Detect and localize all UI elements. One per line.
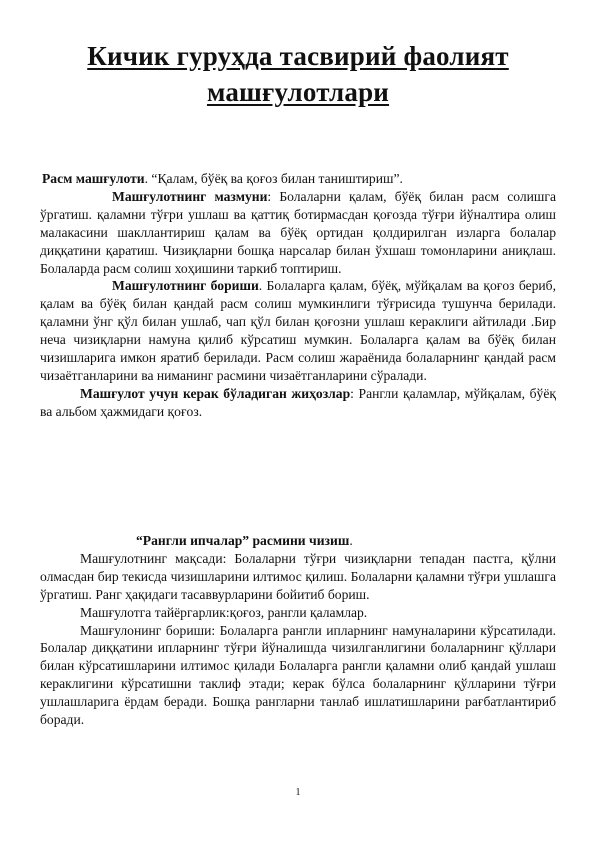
- section-colored-threads: [40, 532, 556, 729]
- lesson-materials-text: : Рангли қаламлар, мўйқалам, бўёқ ва альбом ҳажмидаги қоғоз.: [40, 385, 556, 419]
- lesson-process-label: Машғулотнинг бориши: [112, 278, 259, 294]
- lesson-materials-paragraph: [40, 385, 556, 421]
- lesson-process-paragraph: [40, 277, 556, 384]
- threads-heading-end: .: [349, 533, 353, 548]
- threads-heading: [40, 532, 556, 550]
- threads-purpose-paragraph: Машғулотнинг мақсади: Болаларни тўғри чизиқларни тепадан пастга, қўлни олмасдан бир текисда чизишларини илтимос қилиш. Болаларни қаламни тўғри ушлашга ўргатиш. Ранг ҳақидаги тасаввурларини бойитиб бориш.: [40, 550, 556, 602]
- lesson-content-text: : Болаларни қалам, бўёқ билан расм солишга ўргатиш. қаламни тўғри ушлаш ва қаттиқ ботирмасдан қоғозда тўғри йўналтира олиш малакасини шакллантириш қалам ва бўёқ ортидан қолдирилган изларга болалар диққатини қаратиш. Чизиқларни бошқа нарсалар билан ўхшаш томонларини аниқлаш. Болаларда расм солиш хоҳишини таркиб топтириш.: [40, 188, 556, 276]
- page-number: 1: [295, 787, 301, 798]
- lesson-topic-text: . “Қалам, бўёқ ва қоғоз билан таништириш”.: [144, 171, 403, 186]
- threads-heading-text: “Рангли ипчалар” расмини чизиш: [136, 533, 350, 548]
- lesson-content-label: Машғулотнинг мазмуни: [112, 188, 268, 204]
- lesson-process-text: . Болаларга қалам, бўёқ, мўйқалам ва қоғоз бериб, қалам ва бўёқ билан қандай расм солиш мумкинлиги тўғрисида тушунча берилади. қаламни ўнг қўл билан ушлаб, чап қўл билан қоғозни ушлаш кераклиги айтилади .Бир неча чизиқларни намуна қилиб кўрсатиш мумкин. Болаларга қалам ва бўёқ билан чизишларига имкон яратиб берилади. Расм солиш жараёнида болаларнинг қандай расм чизаётганларини ва ниманинг расмини чизаётганларини сўралади.: [40, 278, 556, 383]
- lesson-content-paragraph: [40, 188, 556, 278]
- page-title: Кичик гуруҳда тасвирий фаолият машғулотлари: [87, 41, 509, 107]
- threads-process-paragraph: Машғулонинг бориши: Болаларга рангли ипларнинг намуналарини кўрсатилади. Болалар диққатини ипларнинг тўғри йўналишда чизилганлигини болаларнинг қўллари билан кўрсатишларини илтимос қилади Болаларга рангли қаламни олиб қандай ушлаш кераклигини кўрсатишни таклиф этади; керак бўлса болаларнинг қўлларини тўғри ушлашларига ёрдам беради. Бошқа рангларни танлаб ишлатишларини рағбатлантириб боради.: [40, 622, 556, 728]
- threads-preparation-paragraph: Машғулотга тайёргарлик:қоғоз, рангли қаламлар.: [80, 604, 368, 620]
- lesson-topic-paragraph: [40, 170, 556, 188]
- section-drawing-lesson: [40, 170, 556, 421]
- lesson-topic-label: Расм машғулоти: [42, 171, 145, 186]
- lesson-materials-label: Машғулот учун керак бўладиган жиҳозлар: [80, 385, 351, 401]
